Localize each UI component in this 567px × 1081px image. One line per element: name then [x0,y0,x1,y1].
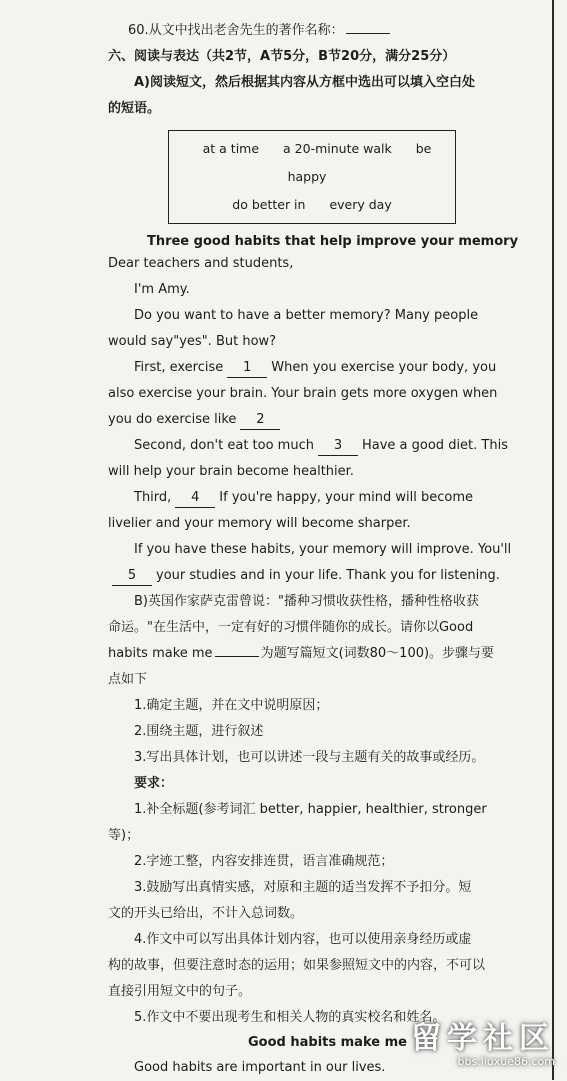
passage-line: livelier and your memory will become sharper. [108,516,411,531]
passage-line: would say"yes". But how? [108,334,277,349]
passage-line: Third, 4 If you're happy, your mind will become [108,485,537,511]
page-margin-line [552,0,554,1080]
site-watermark: 留学社区 bbs.liuxue86.com [411,1021,555,1068]
requirements-label: 要求： [134,776,174,791]
step-1: 1.确定主题，并在文中说明原因； [134,698,329,713]
passage-line: you do exercise like 2 [108,407,537,433]
requirement-1-cont: 等)； [108,828,140,843]
part-b-line: 命运。"在生活中，一定有好的习惯伴随你的成长。请你以Good [108,620,474,635]
blank-5: 5 [112,567,152,586]
blank-4: 4 [175,489,215,508]
blank-1: 1 [227,359,267,378]
question-60: 60.从文中找出老舍先生的著作名称： [128,18,537,44]
passage-intro: I'm Amy. [134,282,190,297]
requirement-4-cont-2: 直接引用短文中的句子。 [108,984,252,999]
requirement-3-cont: 文的开头已给出，不计入总词数。 [108,906,304,921]
step-2: 2.围绕主题，进行叙述 [134,724,264,739]
part-b-line: 点如下 [108,672,148,687]
part-b-line: B)英国作家萨克雷曾说："播种习惯收获性格，播种性格收获 [134,594,479,609]
requirement-2: 2.字迹工整，内容安排连贯，语言准确规范； [134,854,394,869]
essay-title: Good habits make me [248,1035,407,1050]
part-a-instruction: A)阅读短文，然后根据其内容从方框中选出可以填入空白处 [134,75,476,90]
passage-line: also exercise your brain. Your brain gets more oxygen when [108,386,498,401]
passage-line: Second, don't eat too much 3 Have a good diet. This [108,433,537,459]
passage-line: will help your brain become healthier. [108,464,354,479]
requirement-5: 5.作文中不要出现考生和相关人物的真实校名和姓名。 [134,1010,446,1025]
passage-greeting: Dear teachers and students, [108,256,294,271]
blank-3: 3 [318,437,358,456]
title-blank [215,656,259,657]
passage-line: 5 your studies and in your life. Thank you for listening. [108,563,537,589]
answer-blank [346,33,390,34]
part-a-instruction-cont: 的短语。 [108,101,161,116]
passage-title: Three good habits that help improve your memory [146,234,519,249]
word-box-row-2: do better in every day [232,197,392,212]
passage-line: If you have these habits, your memory will improve. You'll [134,542,512,557]
requirement-3: 3.鼓励写出真情实感，对原和主题的适当发挥不予扣分。短 [134,880,472,895]
passage-line: Do you want to have a better memory? Many people [134,308,479,323]
essay-start: Good habits are important in our lives. [134,1060,386,1075]
step-3: 3.写出具体计划，也可以讲述一段与主题有关的故事或经历。 [134,750,485,765]
section-header: 六、阅读与表达（共2节，A节5分，B节20分，满分25分） [108,49,456,64]
requirement-4: 4.作文中可以写出具体计划内容，也可以使用亲身经历或虚 [134,932,472,947]
blank-2: 2 [240,411,280,430]
requirement-4-cont: 构的故事，但要注意时态的运用；如果参照短文中的内容，不可以 [108,958,486,973]
word-box [168,130,456,224]
word-box-row-1: at a time a 20-minute walk be happy [202,141,432,184]
part-b-line: habits make me 为题写篇短文(词数80～100)。步骤与要 [108,646,495,661]
passage-line: First, exercise 1 When you exercise your body, you [108,355,537,381]
requirement-1: 1.补全标题(参考词汇 better, happier, healthier, stronger [134,802,487,817]
